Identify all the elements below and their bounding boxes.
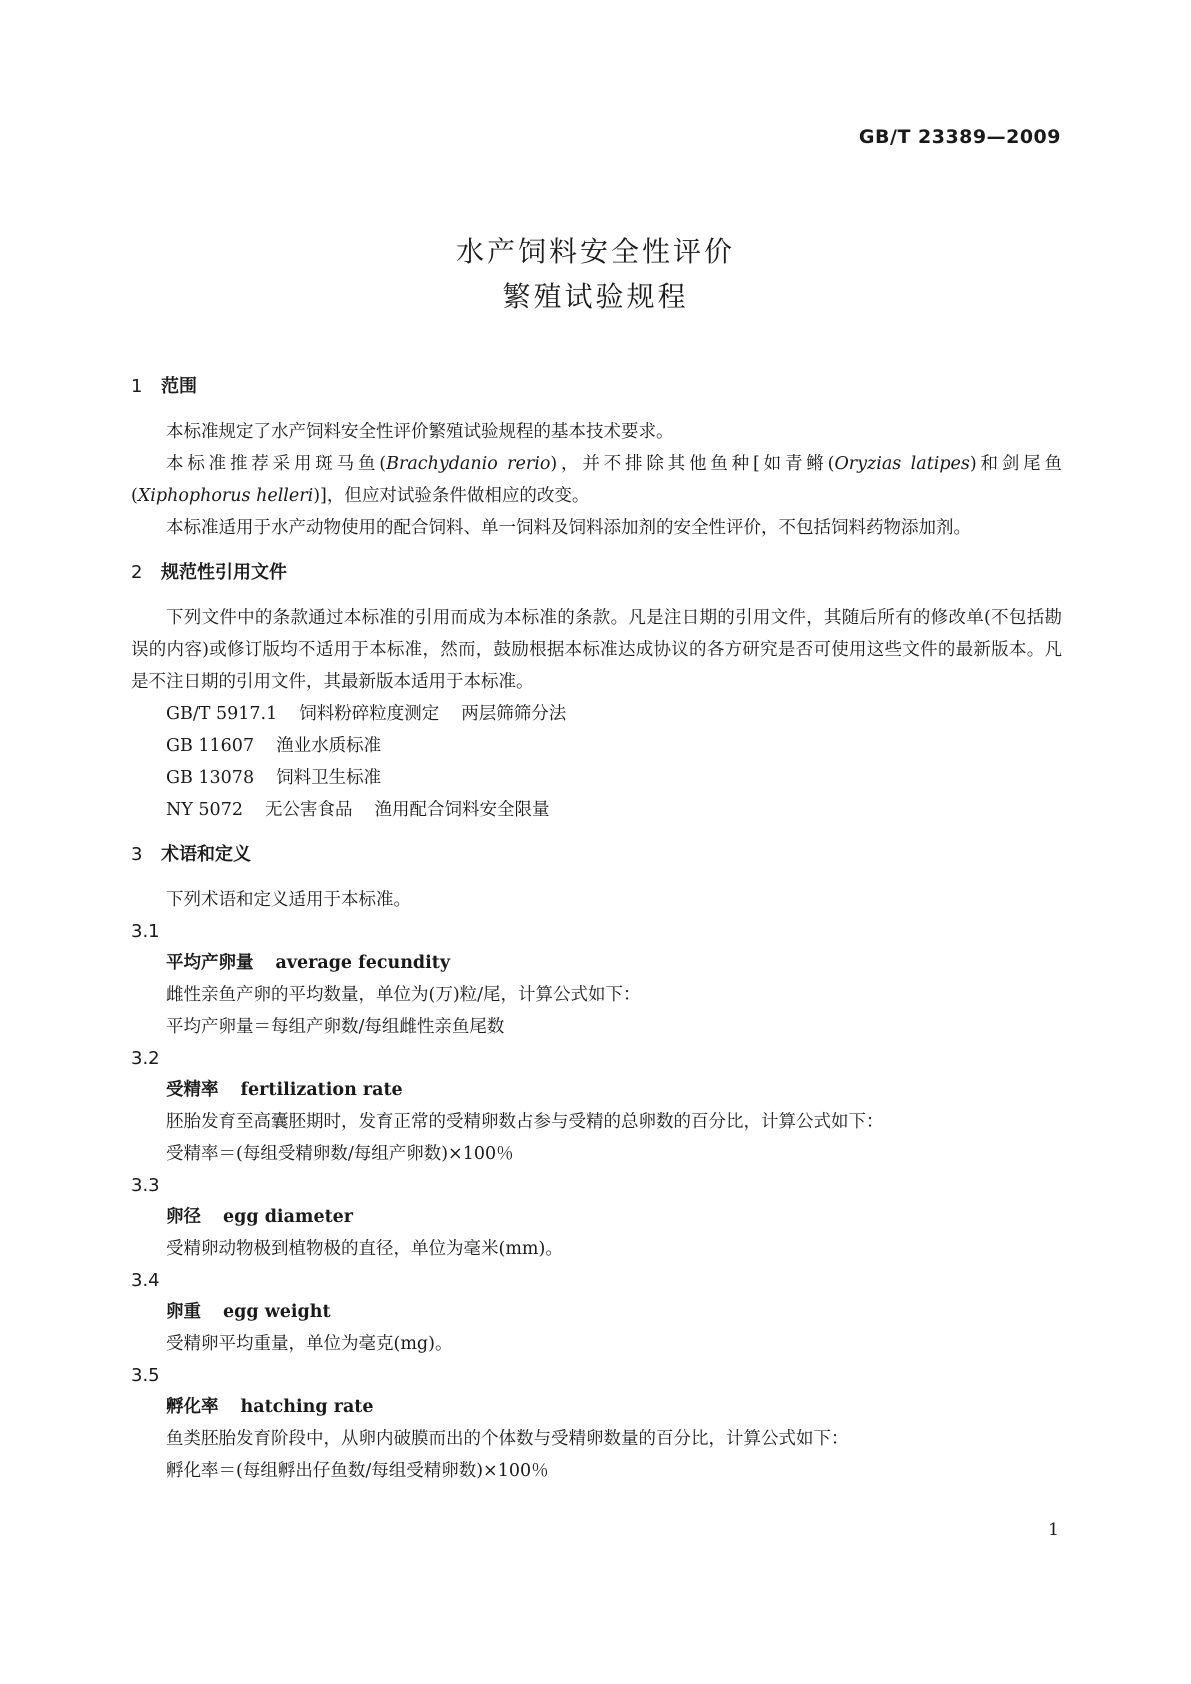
term-title: 卵径 egg diameter [166, 1207, 354, 1227]
document-title: 水产饲料安全性评价 [455, 235, 735, 268]
section-heading [131, 840, 1062, 870]
section-number: 1 [131, 376, 143, 397]
term-formula: 平均产卵量＝每组产卵数/每组雌性亲鱼尾数 [166, 1017, 505, 1037]
standard-number: GB/T 23389—2009 [858, 126, 1061, 148]
paragraph: 本标准推荐采用斑马鱼(Brachydanio rerio)，并不排除其他鱼种[如青鳉(Oryzias latipes)和剑尾鱼(Xiphophorus helleri)]，但应对试验条件做相应的改变。 [131, 454, 1063, 506]
species-name: Oryzias latipes [834, 454, 970, 474]
section-title: 术语和定义 [161, 844, 251, 865]
section-title: 规范性引用文件 [161, 562, 287, 583]
paragraph: 下列文件中的条款通过本标准的引用而成为本标准的条款。凡是注日期的引用文件，其随后所有的修改单(不包括勘误的内容)或修订版均不适用于本标准，然而，鼓励根据本标准达成协议的各方研究是否可使用这些文件的最新版本。凡是不注日期的引用文件，其最新版本适用于本标准。 [131, 608, 1062, 692]
page-number: 1 [1048, 1520, 1059, 1540]
species-name: Xiphophorus helleri [137, 486, 314, 506]
term-title: 受精率 fertilization rate [166, 1080, 403, 1100]
section-heading [131, 558, 1062, 588]
term-definition: 雌性亲鱼产卵的平均数量，单位为(万)粒/尾，计算公式如下： [166, 985, 641, 1005]
term-number: 3.5 [131, 1365, 160, 1386]
term-title: 卵重 egg weight [166, 1302, 331, 1322]
term-title: 孵化率 hatching rate [166, 1397, 374, 1417]
section-title: 范围 [161, 376, 197, 397]
reference-item: GB 13078 饲料卫生标准 [166, 768, 382, 788]
term-definition: 胚胎发育至高囊胚期时，发育正常的受精卵数占参与受精的总卵数的百分比，计算公式如下： [166, 1112, 884, 1132]
document-subtitle: 繁殖试验规程 [502, 280, 689, 313]
term-definition: 受精卵平均重量，单位为毫克(mg)。 [166, 1334, 453, 1354]
term-formula: 孵化率＝(每组孵出仔鱼数/每组受精卵数)×100％ [166, 1461, 549, 1481]
paragraph: 本标准规定了水产饲料安全性评价繁殖试验规程的基本技术要求。 [166, 422, 674, 442]
term-number: 3.1 [131, 921, 160, 942]
document-body [131, 372, 1062, 1487]
term-number: 3.2 [131, 1048, 160, 1069]
term-number: 3.4 [131, 1270, 160, 1291]
reference-item: GB 11607 渔业水质标准 [166, 736, 382, 756]
paragraph: 本标准适用于水产动物使用的配合饲料、单一饲料及饲料添加剂的安全性评价，不包括饲料药物添加剂。 [166, 518, 971, 538]
section-number: 3 [131, 844, 143, 865]
reference-item: NY 5072 无公害食品 渔用配合饲料安全限量 [166, 800, 550, 820]
term-title: 平均产卵量 average fecundity [166, 953, 451, 973]
reference-item: GB/T 5917.1 饲料粉碎粒度测定 两层筛筛分法 [166, 704, 567, 724]
term-definition: 鱼类胚胎发育阶段中，从卵内破膜而出的个体数与受精卵数量的百分比，计算公式如下： [166, 1429, 849, 1449]
term-number: 3.3 [131, 1175, 160, 1196]
species-name: Brachydanio rerio [386, 454, 551, 474]
section-heading [131, 372, 1062, 402]
term-formula: 受精率＝(每组受精卵数/每组产卵数)×100％ [166, 1144, 514, 1164]
term-definition: 受精卵动物极到植物极的直径，单位为毫米(mm)。 [166, 1239, 563, 1259]
section-number: 2 [131, 562, 143, 583]
paragraph: 下列术语和定义适用于本标准。 [166, 890, 411, 910]
